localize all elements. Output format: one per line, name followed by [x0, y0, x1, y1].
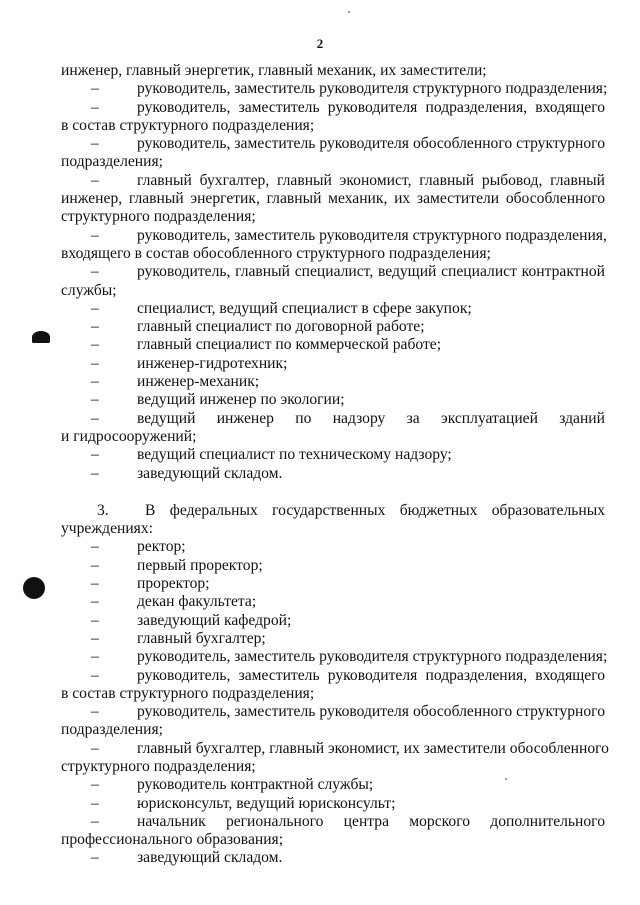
section-number: 3. [97, 501, 109, 519]
list-item [61, 465, 605, 483]
list-item-text: руководитель, заместитель руководителя структурного подразделения, [137, 226, 607, 244]
list-item-text: ведущий инженер по экологии; [137, 391, 345, 409]
list-item-text: руководитель, заместитель руководителя структурного подразделения; [137, 80, 608, 98]
list-item-text: входящего в состав обособленного структурного подразделения; [61, 244, 491, 262]
list-item-text: ведущий инженер по надзору за эксплуатацией зданий [137, 409, 605, 427]
list-item [61, 336, 605, 354]
list-dash: – [91, 794, 99, 812]
list-item [61, 813, 605, 831]
list-item-text: подразделения; [61, 721, 163, 739]
list-item-continuation [61, 758, 605, 776]
document-body [61, 62, 609, 868]
section-gap [61, 483, 605, 502]
list-item [61, 667, 605, 685]
list-dash: – [91, 263, 99, 281]
list-item-text: руководитель, главный специалист, ведущий специалист контрактной [137, 263, 605, 281]
list-dash: – [91, 648, 99, 666]
list-item-text: ректор; [137, 538, 186, 556]
section-3-heading [61, 502, 605, 520]
list-item [61, 318, 605, 336]
list-dash: – [91, 593, 99, 611]
hole-punch-mark [32, 331, 50, 343]
list-item-text: специалист, ведущий специалист в сфере закупок; [137, 299, 472, 317]
list-dash: – [91, 135, 99, 153]
list-dash: – [91, 538, 99, 556]
list-item-text: в состав структурного подразделения; [61, 116, 315, 134]
list-item-text: заведующий кафедрой; [137, 611, 292, 629]
list-item-text: заведующий складом. [137, 849, 283, 867]
list-item [61, 795, 605, 813]
list-item-continuation [61, 831, 605, 849]
list-item-text: структурного подразделения; [61, 208, 256, 226]
list-item [61, 99, 605, 117]
list-item-text: руководитель, заместитель руководителя обособленного структурного [137, 703, 605, 721]
list-item-text: службы; [61, 281, 117, 299]
list-item [61, 630, 605, 648]
list-item [61, 300, 605, 318]
list-dash: – [91, 703, 99, 721]
list-item-text: подразделения; [61, 153, 163, 171]
list-item [61, 172, 605, 190]
list-item-text: руководитель, заместитель руководителя подразделения, входящего [137, 98, 605, 116]
list-item-text: первый проректор; [137, 556, 263, 574]
list-dash: – [91, 556, 99, 574]
list-item [61, 648, 608, 666]
list-dash: – [91, 849, 99, 867]
list-dash: – [91, 336, 99, 354]
list-dash: – [91, 739, 99, 757]
list-item [61, 575, 605, 593]
list-item-continuation [61, 428, 605, 446]
list-item-text: главный специалист по коммерческой работе; [137, 336, 442, 354]
list-item-text: главный бухгалтер, главный экономист, их заместители обособленного [137, 739, 609, 757]
list-item-text: в состав структурного подразделения; [61, 684, 315, 702]
list-item-continuation [61, 685, 605, 703]
section-3-heading-continued: учреждениях: [61, 520, 153, 538]
list-item [61, 703, 605, 721]
list-dash: – [91, 354, 99, 372]
list-item-text: ведущий специалист по техническому надзору; [137, 446, 452, 464]
position-list-1 [61, 80, 608, 483]
list-dash: – [91, 171, 99, 189]
list-dash: – [91, 373, 99, 391]
list-item [61, 446, 605, 464]
list-item-text: инженер-гидротехник; [137, 354, 288, 372]
list-item [61, 739, 609, 758]
list-item [61, 776, 605, 794]
list-item [61, 612, 605, 630]
intro-line: инженер, главный энергетик, главный механик, их заместители; [61, 62, 487, 79]
list-item-text: главный специалист по договорной работе; [137, 318, 425, 336]
list-dash: – [91, 318, 99, 336]
list-item-continuation [61, 190, 605, 208]
list-dash: – [91, 299, 99, 317]
section-3-heading-text: В федеральных государственных бюджетных образовательных [145, 501, 605, 519]
list-item-text: заведующий складом. [137, 464, 283, 482]
list-item [61, 410, 605, 428]
list-item [61, 538, 605, 556]
list-item-text: руководитель контрактной службы; [137, 776, 374, 794]
list-item-text: главный бухгалтер, главный экономист, главный рыбовод, главный [137, 171, 605, 189]
list-item-text: юрисконсульт, ведущий юрисконсульт; [137, 794, 396, 812]
list-item [61, 849, 605, 867]
list-dash: – [91, 464, 99, 482]
position-list-2 [61, 538, 609, 867]
page-number: 2 [316, 36, 324, 51]
list-item-continuation [61, 208, 605, 226]
list-item [61, 263, 605, 281]
list-dash: – [91, 80, 99, 98]
list-item-continuation [61, 721, 605, 739]
list-item-text: главный бухгалтер; [137, 629, 266, 647]
list-dash: – [91, 226, 99, 244]
list-dash: – [91, 666, 99, 684]
list-dash: – [91, 446, 99, 464]
list-dash: – [91, 629, 99, 647]
list-item-continuation [61, 153, 605, 171]
list-item [61, 557, 605, 575]
list-dash: – [91, 391, 99, 409]
list-item-text: руководитель, заместитель руководителя подразделения, входящего [137, 666, 605, 684]
list-item [61, 80, 608, 98]
list-item [61, 355, 605, 373]
list-dash: – [91, 98, 99, 116]
list-item-text: инженер-механик; [137, 373, 260, 391]
hole-punch-mark [23, 577, 45, 599]
list-item [61, 373, 605, 391]
list-item-continuation [61, 282, 605, 300]
scan-speck [348, 11, 350, 13]
list-item [61, 593, 605, 611]
list-item [61, 135, 605, 153]
list-item-continuation [61, 117, 605, 135]
list-item-text: и гидросооружений; [61, 427, 197, 445]
list-item-text: проректор; [137, 575, 210, 593]
list-dash: – [91, 409, 99, 427]
list-dash: – [91, 575, 99, 593]
list-dash: – [91, 611, 99, 629]
list-item-text: инженер, главный энергетик, главный механик, их заместители обособленного [61, 190, 605, 208]
list-item-text: начальник регионального центра морского дополнительного [137, 812, 605, 830]
list-item-text: структурного подразделения; [61, 757, 256, 775]
list-item-text: руководитель, заместитель руководителя обособленного структурного [137, 135, 605, 153]
list-item-text: декан факультета; [137, 593, 257, 611]
list-dash: – [91, 812, 99, 830]
list-item-continuation [61, 245, 605, 263]
list-item [61, 227, 605, 245]
list-item-text: профессионального образования; [61, 831, 284, 849]
list-item-text: руководитель, заместитель руководителя структурного подразделения; [137, 648, 608, 666]
list-item [61, 391, 605, 409]
list-dash: – [91, 776, 99, 794]
